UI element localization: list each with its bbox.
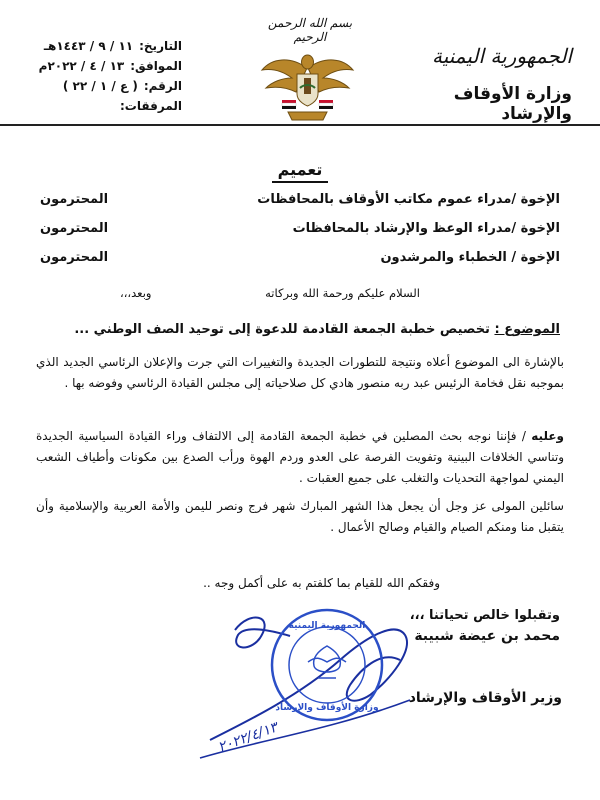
subject-line: [40, 322, 560, 337]
after-greeting: وبعد،،،: [120, 286, 152, 300]
document-meta: [12, 36, 182, 116]
date-label: التاريخ:: [139, 39, 182, 53]
closing-thanks: وفقكم الله للقيام بما كلفتم به على أكمل وجه ..: [203, 576, 440, 590]
stamp-top-text: الجمهورية اليمنية: [288, 621, 366, 631]
addressee-row: [40, 192, 560, 207]
yemen-eagle-emblem-icon: [260, 48, 355, 122]
addressee-honorific: المحترمون: [40, 221, 109, 236]
handwritten-date: ٢٠٢٢/٤/١٣: [215, 719, 280, 756]
addressee-text: الإخوة /مدراء عموم مكاتب الأوقاف بالمحافظات: [257, 192, 560, 207]
header-divider: [0, 124, 600, 126]
document-title: [0, 160, 600, 179]
country-name: الجمهورية اليمنية: [431, 44, 572, 68]
body-paragraph-1: بالإشارة الى الموضوع أعلاه ونتيجة للتطورات الجديدة والتغييرات التي جرت والإعلان الرئاسي الجديد الذي بموجبه نقل فخامة الرئيس عبد ربه منصور هادي كل صلاحياته إلى مجلس القيادة الرئاسي وفوضه بها .: [36, 355, 564, 390]
subject-text: تخصيص خطبة الجمعة القادمة للدعوة إلى توحيد الصف الوطني ...: [74, 322, 495, 337]
addressee-row: [40, 250, 560, 265]
attachments-label: المرفقات:: [120, 99, 182, 113]
signatory-name: محمد بن عيضة شبيبة: [414, 628, 560, 644]
document-title-text: تعميم: [272, 160, 329, 183]
basmala: بسم الله الرحمن الرحيم: [267, 16, 353, 44]
subject-label: الموضوع :: [494, 322, 560, 337]
reference-value: ( ع / ١ / ٢٢ ): [62, 79, 138, 93]
addressee-row: [40, 221, 560, 236]
addressee-text: الإخوة / الخطباء والمرشدون: [380, 250, 560, 265]
corresponding-date-value: ١٣ / ٤ / ٢٠٢٢م: [38, 59, 125, 73]
body-paragraph-3: سائلين المولى عز وجل أن يجعل هذا الشهر المبارك شهر فرج ونصر لليمن والأمة العربية والإسلامية وأن يتقبل منا ومنكم الصيام والقيام وصالح الأعمال .: [36, 499, 564, 534]
addressee-honorific: المحترمون: [40, 192, 109, 207]
body-paragraph-2: [36, 426, 564, 489]
addressee-text: الإخوة /مدراء الوعظ والإرشاد بالمحافظات: [292, 221, 560, 236]
corresponding-date-label: الموافق:: [130, 59, 182, 73]
salutation: السلام عليكم ورحمة الله وبركاته: [265, 286, 420, 300]
addressee-honorific: المحترمون: [40, 250, 109, 265]
paragraph-text: / فإننا نوجه بحث المصلين في خطبة الجمعة القادمة إلى الالتفاف وراء القيادة السياسية الجديدة وتناسي الخلافات البينية وتفويت الفرصة على العدو وردم الهوة ورأب الصدع بين مكونات وأطياف الشعب اليمني لمواجهة التحديات والتغلب على جميع العقبات .: [36, 429, 564, 485]
greeting: [120, 286, 420, 300]
reference-label: الرقم:: [143, 79, 182, 93]
ministry-name: وزارة الأوقاف والإرشاد: [453, 84, 572, 124]
date-value: ١١ / ٩ / ١٤٤٣هـ: [43, 39, 134, 53]
paragraph-lead: وعليه: [531, 429, 564, 443]
signatory-title: وزير الأوقاف والإرشاد: [408, 690, 562, 706]
stamp-bottom-text: وزارة الأوقاف والإرشاد: [275, 703, 379, 713]
closing-regards: وتقبلوا خالص تحياتنا ،،،: [409, 608, 560, 623]
official-stamp: [268, 606, 386, 724]
